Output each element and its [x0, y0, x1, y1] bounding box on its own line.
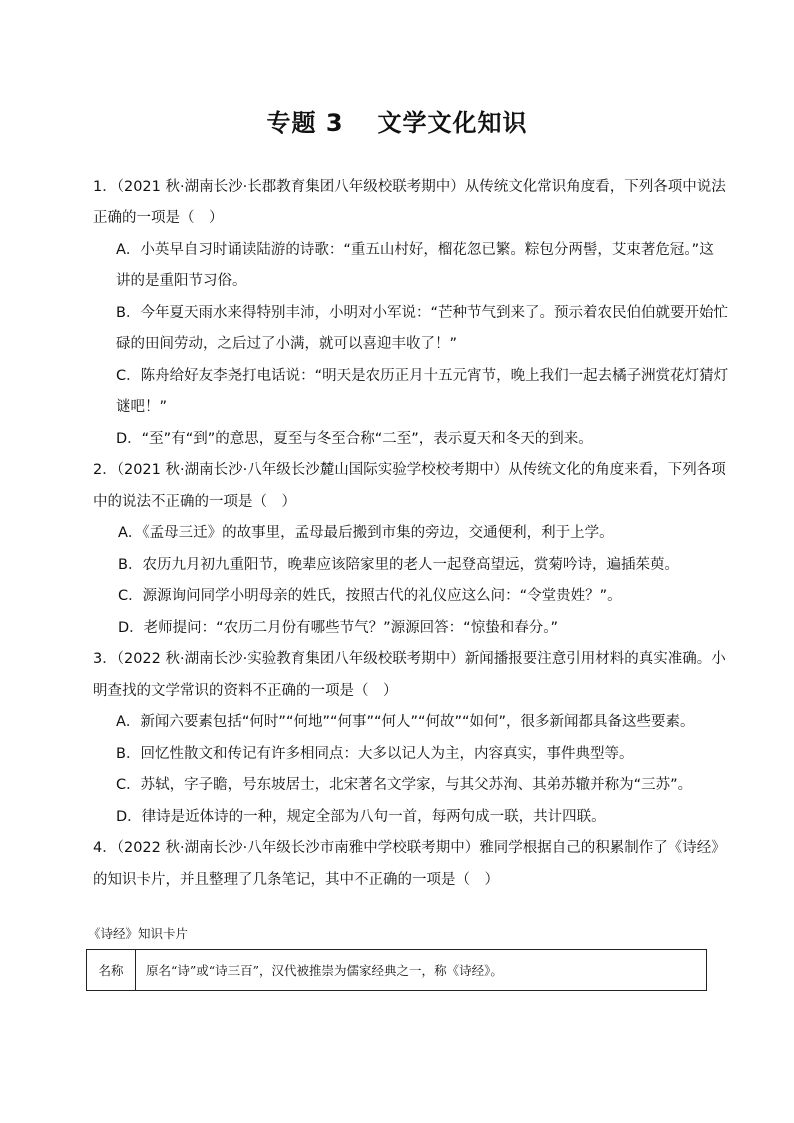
- question-1-option-a-line-2: 讲的是重阳节习俗。: [116, 273, 247, 289]
- question-2-stem-line-2: 中的说法不正确的一项是（ ）: [93, 494, 296, 510]
- question-1-option-b-line-2: 碌的田间劳动，之后过了小满，就可以喜迎丰收了！”: [116, 336, 458, 352]
- table-cell-key: 名称: [87, 950, 136, 991]
- question-3-option-d: D．律诗是近体诗的一种，规定全部为八句一首，每两句成一联，共计四联。: [116, 809, 606, 825]
- question-1-stem-line-2: 正确的一项是（ ）: [93, 210, 224, 226]
- question-3-option-b: B．回忆性散文和传记有许多相同点：大多以记人为主，内容真实，事件典型等。: [116, 746, 634, 762]
- question-1-stem-line-1: 1．（2021 秋·湖南长沙·长郡教育集团八年级校联考期中）从传统文化常识角度看，下列各项中说法: [93, 179, 726, 195]
- title-topic-name: 文学文化知识: [377, 109, 528, 137]
- question-1-option-c-line-2: 谜吧！”: [116, 399, 168, 415]
- question-2-option-a: A．《孟母三迁》的故事里，孟母最后搬到市集的旁边，交通便利，利于上学。: [118, 525, 614, 541]
- question-4-stem-line-1: 4．（2022 秋·湖南长沙·八年级长沙市南雅中学校联考期中）雅同学根据自己的积累制作了《诗经》: [93, 840, 726, 856]
- question-1-option-d: D．“至”有“到”的意思，夏至与冬至合称“二至”，表示夏天和冬天的到来。: [116, 431, 593, 447]
- question-3-stem-line-1: 3．（2022 秋·湖南长沙·实验教育集团八年级校联考期中）新闻播报要注意引用材料的真实准确。小: [93, 651, 726, 667]
- question-2-option-c: C．源源询问同学小明母亲的姓氏，按照古代的礼仪应这么问：“令堂贵姓？”。: [118, 588, 622, 604]
- question-1-option-b-line-1: B．今年夏天雨水来得特别丰沛，小明对小军说：“芒种节气到来了。预示着农民伯伯就要开始忙: [116, 305, 728, 321]
- question-2-option-d: D．老师提问：“农历二月份有哪些节气？”源源回答：“惊蛰和春分。”: [118, 620, 558, 636]
- question-4-stem-line-2: 的知识卡片，并且整理了几条笔记，其中不正确的一项是（ ）: [93, 872, 499, 888]
- table-cell-value: 原名“诗”或“诗三百”，汉代被推崇为儒家经典之一，称《诗经》。: [136, 950, 707, 991]
- question-3-option-a: A．新闻六要素包括“何时”“何地”“何事”“何人”“何故”“如何”，很多新闻都具备这些要素。: [116, 714, 695, 730]
- question-1-option-c-line-1: C．陈舟给好友李尧打电话说：“明天是农历正月十五元宵节，晚上我们一起去橘子洲赏花灯猜灯: [116, 368, 729, 384]
- question-3-option-c: C．苏轼，字子瞻，号东坡居士，北宋著名文学家，与其父苏洵、其弟苏辙并称为“三苏”。: [116, 777, 693, 793]
- question-1-option-a-line-1: A．小英早自习时诵读陆游的诗歌：“重五山村好，榴花忽已繁。粽包分两髻，艾束著危冠。”这: [116, 242, 714, 258]
- title-topic-number: 专题 3: [266, 109, 344, 137]
- table-row: [87, 950, 707, 991]
- knowledge-card-label: 《诗经》知识卡片: [88, 926, 189, 941]
- knowledge-card-table: [86, 949, 707, 991]
- question-3-stem-line-2: 明查找的文学常识的资料不正确的一项是（ ）: [93, 683, 398, 699]
- page-title: [0, 103, 794, 138]
- question-2-option-b: B．农历九月初九重阳节，晚辈应该陪家里的老人一起登高望远，赏菊吟诗，遍插茱萸。: [118, 557, 679, 573]
- question-2-stem-line-1: 2．（2021 秋·湖南长沙·八年级长沙麓山国际实验学校校考期中）从传统文化的角度来看，下列各项: [93, 462, 726, 478]
